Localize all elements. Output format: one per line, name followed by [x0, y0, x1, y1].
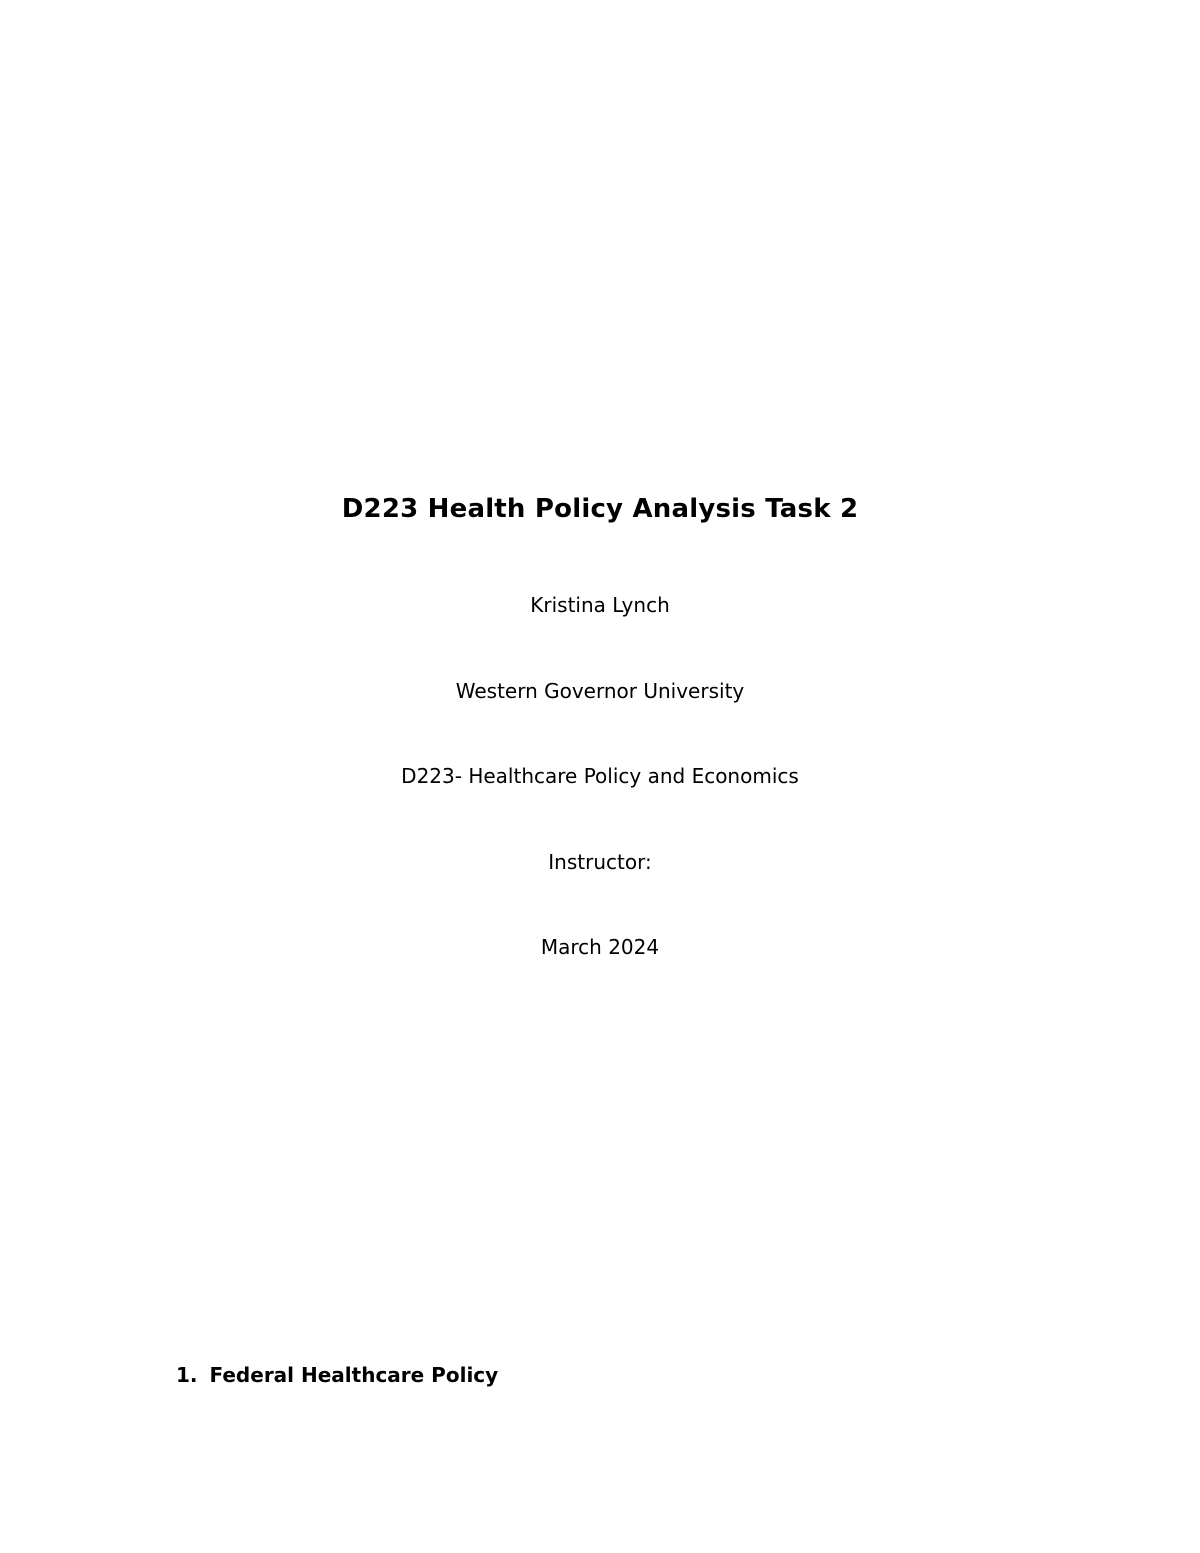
document-title: D223 Health Policy Analysis Task 2	[341, 494, 859, 524]
title-block	[0, 488, 1200, 530]
course-name: D223- Healthcare Policy and Economics	[401, 764, 799, 788]
section-number: 1.	[176, 1363, 198, 1387]
instructor-label: Instructor:	[548, 850, 652, 874]
document-date: March 2024	[540, 935, 660, 959]
section-title: Federal Healthcare Policy	[209, 1363, 499, 1387]
author-name: Kristina Lynch	[530, 593, 670, 617]
section-heading	[176, 1360, 498, 1390]
institution-name: Western Governor University	[455, 679, 745, 703]
